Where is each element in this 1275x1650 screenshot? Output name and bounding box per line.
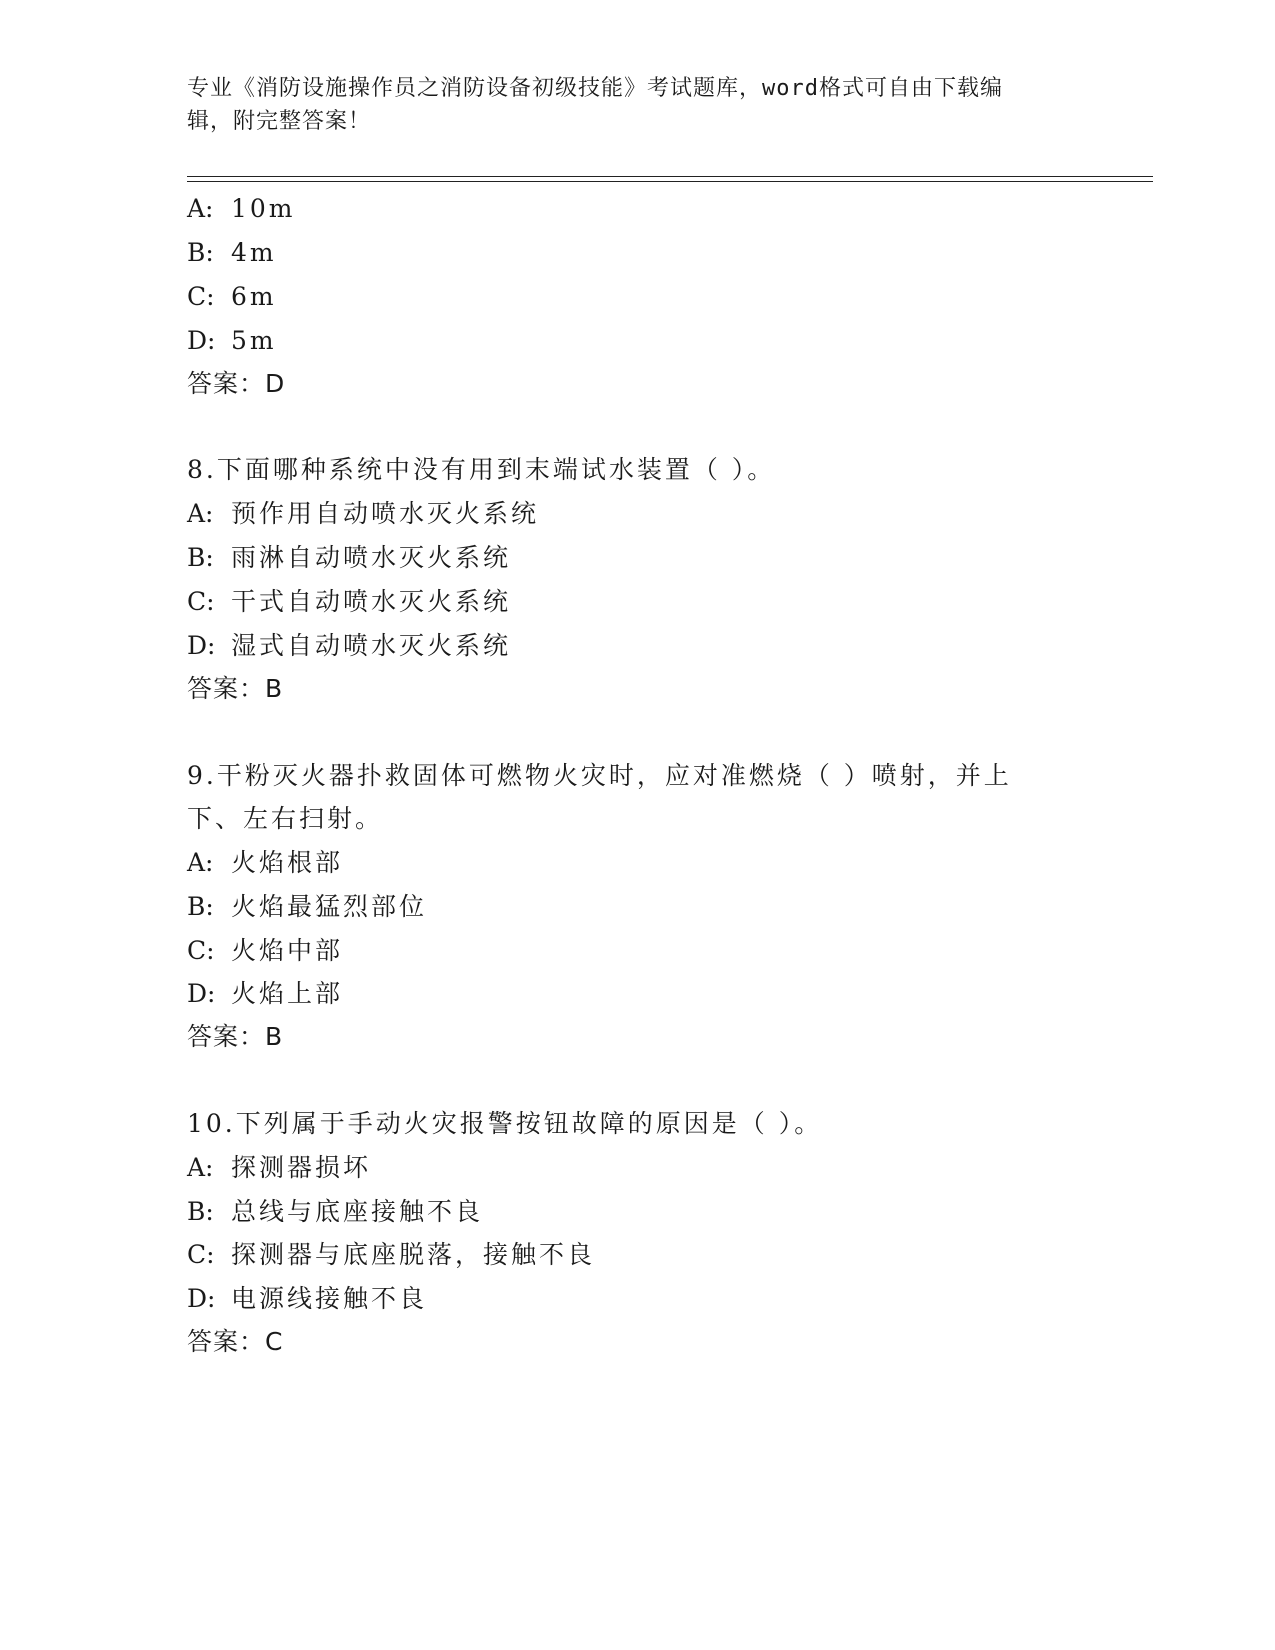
q8-option-b: B: 雨淋自动喷水灭火系统 [187, 543, 512, 572]
q9-answer: 答案：B [187, 1022, 284, 1051]
q8-option-a: A: 预作用自动喷水灭火系统 [187, 499, 540, 528]
q9-option-c: C: 火焰中部 [187, 936, 344, 965]
q9-option-d: D: 火焰上部 [187, 979, 344, 1008]
q8-option-c: C: 干式自动喷水灭火系统 [187, 587, 512, 616]
document-header [187, 72, 1087, 138]
q10-question: 10.下列属于手动火灾报警按钮故障的原因是（ ）。 [187, 1109, 823, 1138]
q10-option-d: D: 电源线接触不良 [187, 1284, 428, 1313]
q9-question-line-1: 9.干粉灭火器扑救固体可燃物火灾时，应对准燃烧（ ）喷射，并上 [187, 761, 1012, 790]
q9-option-a: A: 火焰根部 [187, 848, 344, 877]
q7-option-b: B: 4m [187, 238, 277, 267]
header-divider-top [187, 176, 1153, 177]
header-divider-bottom [187, 181, 1153, 182]
q9-question-line-2: 下、左右扫射。 [187, 804, 384, 833]
q8-option-d: D: 湿式自动喷水灭火系统 [187, 631, 512, 660]
header-line-2: 辑，附完整答案！ [187, 109, 372, 134]
q10-option-a: A: 探测器损坏 [187, 1153, 372, 1182]
q7-answer: 答案：D [187, 369, 286, 398]
q9-option-b: B: 火焰最猛烈部位 [187, 892, 428, 921]
q10-option-c: C: 探测器与底座脱落，接触不良 [187, 1240, 596, 1269]
q7-option-a: A: 10m [187, 194, 296, 223]
q7-option-d: D: 5m [187, 326, 277, 355]
q8-answer: 答案：B [187, 674, 284, 703]
q7-option-c: C: 6m [187, 282, 277, 311]
q10-answer: 答案：C [187, 1327, 284, 1356]
header-line-1: 专业《消防设施操作员之消防设备初级技能》考试题库，word格式可自由下载编 [187, 76, 1003, 101]
q10-option-b: B: 总线与底座接触不良 [187, 1197, 484, 1226]
q8-question: 8.下面哪种系统中没有用到末端试水装置（ ）。 [187, 455, 776, 484]
